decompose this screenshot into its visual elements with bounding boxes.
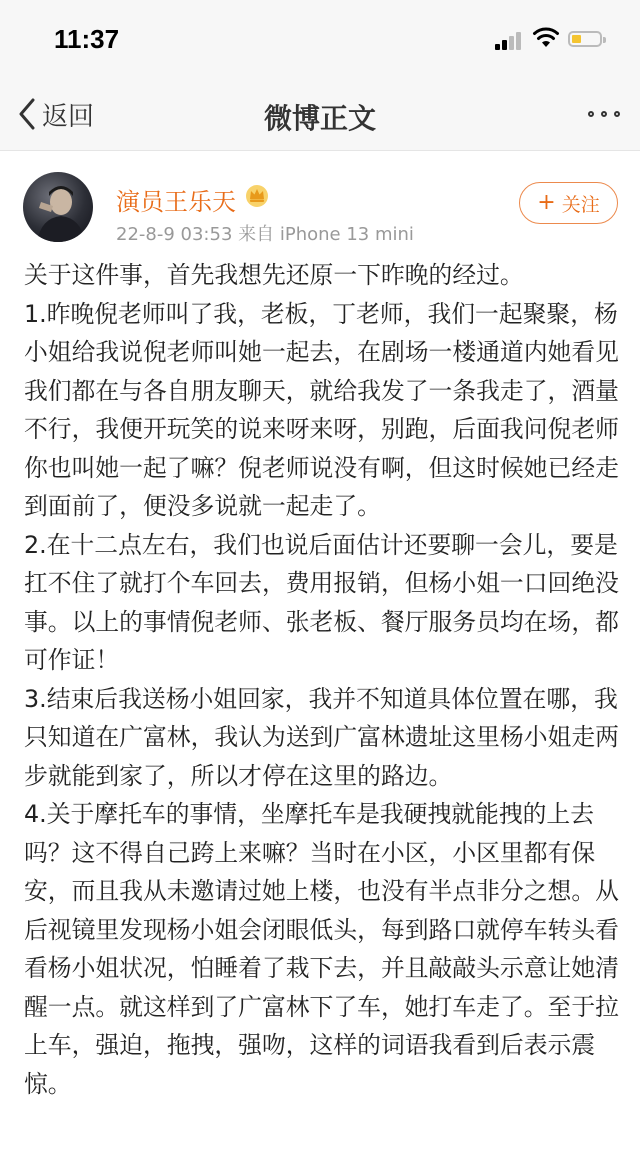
- post-paragraph: 4.关于摩托车的事情，坐摩托车是我硬拽就能拽的上去吗？这不得自己跨上来嘛？当时在小区，小区里都有保安，而且我从未邀请过她上楼，也没有半点非分之想。从后视镜里发现杨小姐会闭眼低头，每到路口就停车转头看看杨小姐状况，怕睡着了栽下去，并且敲敲头示意让她清醒一点。就这样到了广富林下了车，她打车走了。至于拉上车，强迫，拖拽，强吻，这样的词语我看到后表示震惊。: [24, 800, 619, 1098]
- wifi-icon: [532, 26, 560, 48]
- post-header: [0, 170, 640, 250]
- follow-button[interactable]: [519, 182, 618, 224]
- avatar-portrait-icon: [23, 172, 93, 242]
- plus-icon: +: [537, 190, 556, 215]
- crown-badge-icon: [244, 182, 270, 208]
- post-body: [24, 256, 624, 1103]
- status-time: 11:37: [54, 24, 120, 54]
- post-paragraph: 1.昨晚倪老师叫了我，老板，丁老师，我们一起聚聚，杨小姐给我说倪老师叫她一起去，在剧场一楼通道内她看见我们都在与各自朋友聊天，就给我发了一条我走了，酒量不行，我便开玩笑的说来呀来呀，别跑，后面我问倪老师你也叫她一起了嘛？倪老师说没有啊，但这时候她已经走到面前了，便没多说就一起走了。: [24, 299, 619, 520]
- signal-icon: [495, 30, 525, 50]
- back-label: 返回: [42, 101, 95, 132]
- post-paragraph: 3.结束后我送杨小姐回家，我并不知道具体位置在哪，我只知道在广富林，我认为送到广富林遗址这里杨小姐走两步就能到家了，所以才停在这里的路边。: [24, 684, 619, 790]
- more-dots-icon: [588, 111, 620, 117]
- battery-icon: [568, 31, 602, 47]
- post-paragraph: 2.在十二点左右，我们也说后面估计还要聊一会儿，要是扛不住了就打个车回去，费用报销，但杨小姐一口回绝没事。以上的事情倪老师、张老板、餐厅服务员均在场，都可作证！: [24, 530, 619, 674]
- author-name[interactable]: 演员王乐天: [116, 188, 236, 216]
- post-paragraph: 关于这件事，首先我想先还原一下昨晚的经过。: [24, 261, 524, 289]
- post-meta: 22-8-9 03:53 来自 iPhone 13 mini: [116, 224, 414, 245]
- status-bar: [0, 0, 640, 78]
- page-title: 微博正文: [263, 102, 376, 135]
- more-button[interactable]: [588, 111, 620, 117]
- nav-bar: [0, 78, 640, 151]
- avatar[interactable]: [23, 172, 93, 242]
- follow-label: 关注: [561, 193, 600, 216]
